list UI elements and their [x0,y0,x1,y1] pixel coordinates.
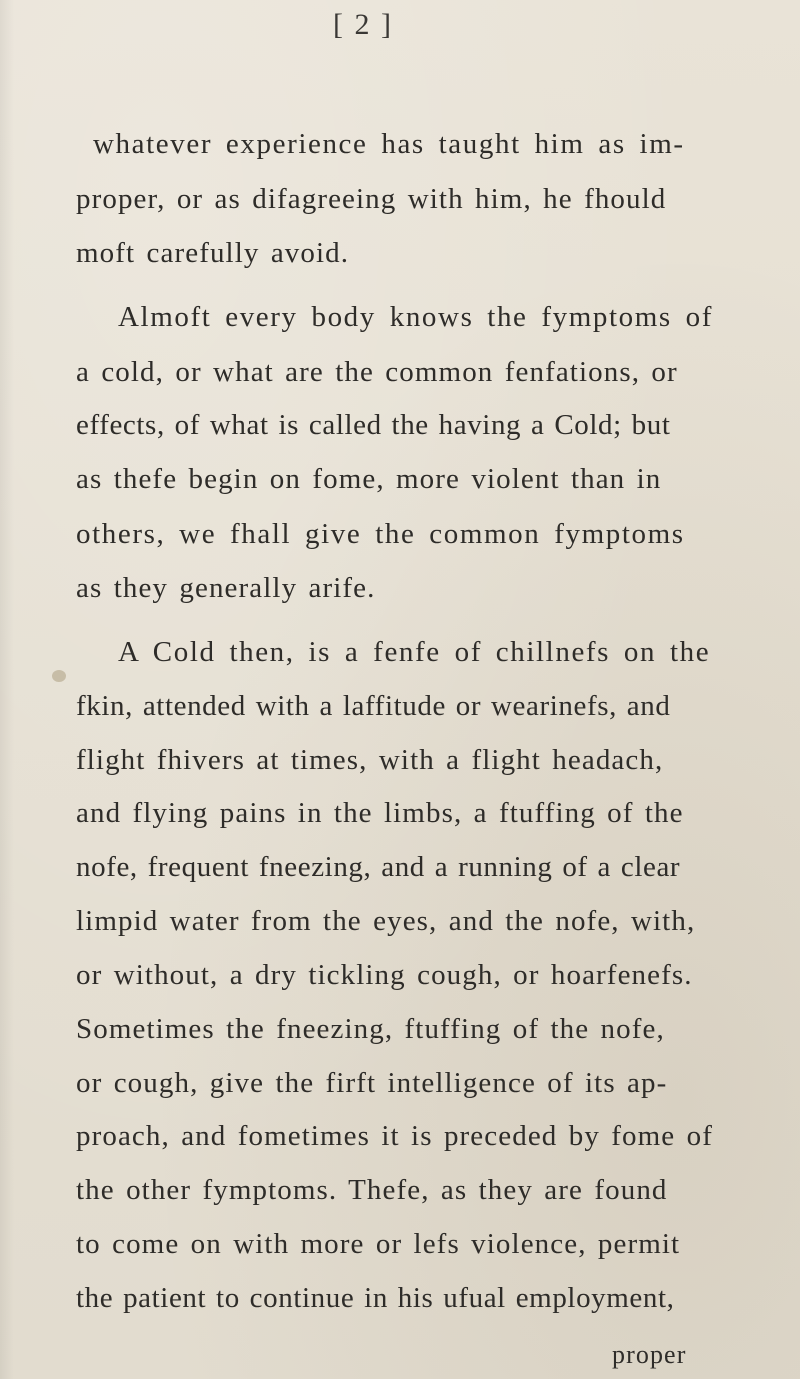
text-line: and flying pains in the limbs, a ftuffing of the [76,797,684,829]
text-line: limpid water from the eyes, and the nofe, with, [76,905,696,937]
text-line: the other fymptoms. Thefe, as they are found [76,1174,668,1206]
page-edge-shadow [0,0,14,1379]
text-line: or cough, give the firft intelligence of its ap- [76,1067,668,1099]
text-line: moft carefully avoid. [76,237,350,269]
text-line: whatever experience has taught him as im- [93,128,685,160]
text-line: the patient to continue in his ufual employment, [76,1282,675,1314]
text-line: nofe, frequent fneezing, and a running of a clear [76,851,681,883]
text-line: flight fhivers at times, with a flight headach, [76,744,664,776]
text-line: or without, a dry tickling cough, or hoarfenefs. [76,959,693,991]
text-line: proach, and fometimes it is preceded by fome of [76,1120,713,1152]
text-line: Sometimes the fneezing, ftuffing of the nofe, [76,1013,665,1045]
catchword: proper [612,1340,687,1369]
text-line: as they generally arife. [76,572,376,604]
page-number: [ 2 ] [333,8,393,41]
text-line: a cold, or what are the common fenfations, or [76,356,678,388]
text-line: A Cold then, is a fenfe of chillnefs on the [118,636,711,668]
text-line: Almoft every body knows the fymptoms of [118,301,714,333]
text-line: fkin, attended with a laffitude or wearinefs, and [76,690,671,722]
text-line: effects, of what is called the having a Cold; but [76,409,671,441]
text-line: others, we fhall give the common fymptoms [76,518,685,550]
text-line: to come on with more or lefs violence, permit [76,1228,681,1260]
text-line: as thefe begin on fome, more violent than in [76,463,662,495]
text-line: proper, or as difagreeing with him, he fhould [76,183,667,215]
ink-blot [52,670,66,682]
